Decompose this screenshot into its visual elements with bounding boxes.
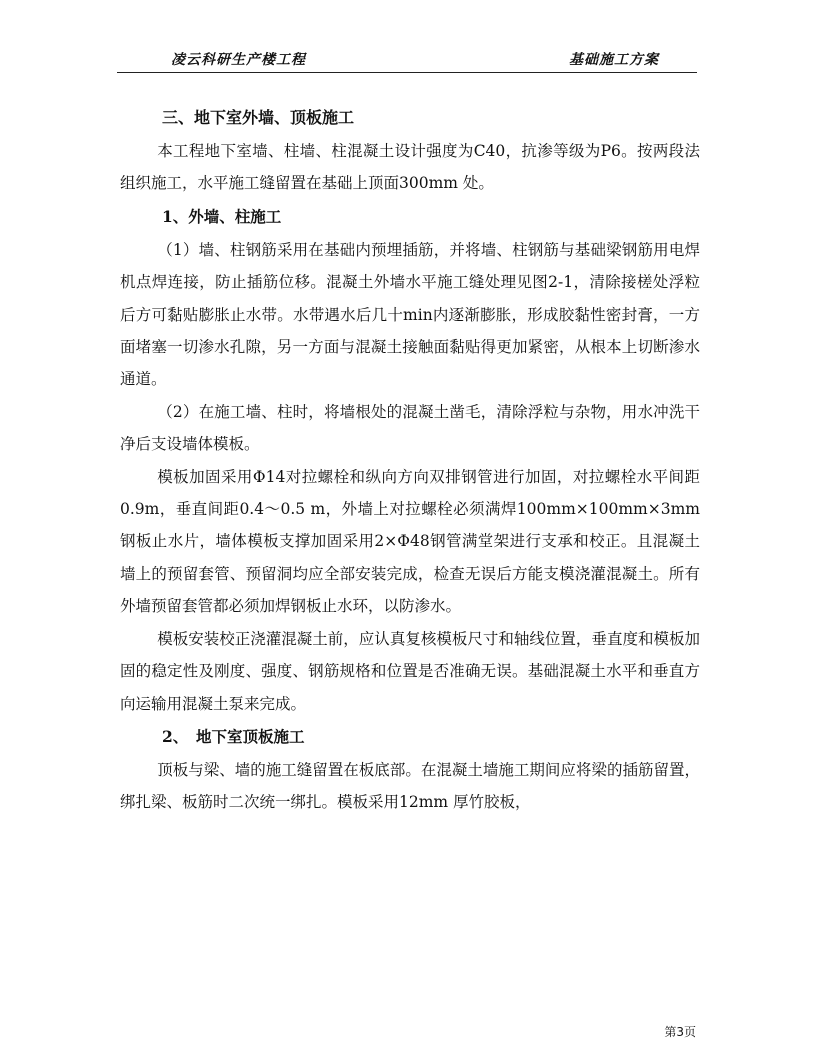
paragraph-formwork-reinforcement: 模板加固采用Φ14对拉螺栓和纵向方向双排钢管进行加固，对拉螺栓水平间距0.9m，垂直间距0.4～0.5 m，外墙上对拉螺栓必须满焊100mm×100mm×3mm钢板止水片，墙体模板支撑加固采用2×Φ48钢管满堂架进行支承和校正。且混凝土墙上的预留套管、预留洞均应全部安装完成，检查无误后方能支模浇灌混凝土。所有外墙预留套管都必须加焊钢板止水环，以防渗水。 (120, 467, 700, 616)
header-project-name: 凌云科研生产楼工程 (171, 52, 306, 68)
paragraph-intro: 本工程地下室墙、柱墙、柱混凝土设计强度为C40，抗渗等级为P6。按两段法组织施工，水平施工缝留置在基础上顶面300mm 处。 (120, 142, 700, 193)
paragraph-roof-slab: 顶板与梁、墙的施工缝留置在板底部。在混凝土墙施工期间应将梁的插筋留置，绑扎梁、板筋时二次统一绑扎。模板采用12mm 厚竹胶板， (120, 760, 700, 812)
section-title: 三、地下室外墙、顶板施工 (162, 108, 355, 127)
page-header (117, 0, 697, 73)
header-document-title: 基础施工方案 (569, 52, 659, 68)
paragraph-roughening: （2）在施工墙、柱时，将墙根处的混凝土凿毛，清除浮粒与杂物，用水冲洗干净后支设墙体模板。 (120, 402, 700, 454)
paragraph-formwork-check: 模板安装校正浇灌混凝土前，应认真复核模板尺寸和轴线位置，垂直度和模板加固的稳定性及刚度、强度、钢筋规格和位置是否准确无误。基础混凝土水平和垂直方向运输用混凝土泵来完成。 (120, 629, 700, 713)
subsection-title-roof: 2、 地下室顶板施工 (162, 726, 305, 746)
subsection-title-walls: 1、外墙、柱施工 (162, 206, 282, 226)
paragraph-rebar: （1）墙、柱钢筋采用在基础内预埋插筋，并将墙、柱钢筋与基础梁钢筋用电焊机点焊连接，防止插筋位移。混凝土外墙水平施工缝处理见图2-1，清除接槎处浮粒后方可黏贴膨胀止水带。水带遇水后几十min内逐渐膨胀，形成胶黏性密封膏，一方面堵塞一切渗水孔隙，另一方面与混凝土接触面黏贴得更加紧密，从根本上切断渗水通道。 (120, 240, 700, 389)
page-number: 第3页 (664, 1025, 696, 1039)
document-body (120, 100, 700, 819)
